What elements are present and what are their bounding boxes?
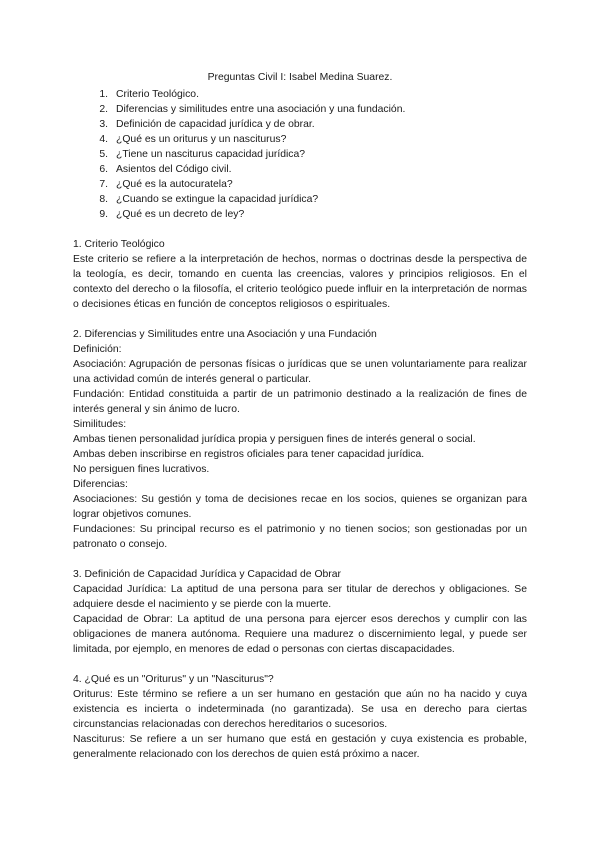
list-item: 3. Definición de capacidad jurídica y de obrar. — [99, 119, 315, 130]
section-heading: 2. Diferencias y Similitudes entre una Asociación y una Fundación — [73, 329, 377, 340]
paragraph: Asociaciones: Su gestión y toma de decisiones recae en los socios, quienes se organizan para lograr objetivos comunes. — [73, 494, 527, 520]
list-item: 4. ¿Qué es un oriturus y un nasciturus? — [99, 134, 287, 145]
section-oriturus-nasciturus — [73, 672, 527, 762]
paragraph: Capacidad de Obrar: La aptitud de una persona para ejercer esos derechos y cumplir con las obligaciones de manera autónoma. Requiere una madurez o discernimiento legal, y puede ser limitada, por ejemplo, en menores de edad o personas con ciertas discapacidades. — [73, 614, 527, 655]
paragraph: Este criterio se refiere a la interpretación de hechos, normas o doctrinas desde la perspectiva de la teología, es decir, tomando en cuenta las creencias, valores y principios religiosos. En el contexto del derecho o la filosofía, el criterio teológico puede influir en la interpretación de normas o decisiones éticas en función de conceptos religiosos o espirituales. — [73, 254, 527, 310]
paragraph: Oriturus: Este término se refiere a un ser humano en gestación que aún no ha nacido y cuya existencia es incierta o indeterminada (no garantizada). Se usa en derecho para ciertas circunstancias relacionadas con derechos hereditarios o sucesorios. — [73, 689, 527, 730]
paragraph: Diferencias: — [73, 479, 128, 490]
list-item: 1. Criterio Teológico. — [99, 89, 199, 100]
paragraph: Fundación: Entidad constituida a partir de un patrimonio destinado a la realización de fines de interés general y sin ánimo de lucro. — [73, 389, 527, 415]
list-item: 5. ¿Tiene un nasciturus capacidad jurídica? — [99, 149, 306, 160]
document-title: Preguntas Civil I: Isabel Medina Suarez. — [207, 72, 393, 83]
paragraph: Nasciturus: Se refiere a un ser humano que está en gestación y cuya existencia es probable, generalmente relacionado con los derechos de quien está próximo a nacer. — [73, 734, 527, 760]
paragraph: Ambas deben inscribirse en registros oficiales para tener capacidad jurídica. — [73, 449, 425, 460]
list-item: 6. Asientos del Código civil. — [99, 164, 232, 175]
paragraph: No persiguen fines lucrativos. — [73, 464, 210, 475]
list-item: 9. ¿Qué es un decreto de ley? — [99, 209, 245, 220]
paragraph: Definición: — [73, 344, 122, 355]
section-heading: 3. Definición de Capacidad Jurídica y Capacidad de Obrar — [73, 569, 342, 580]
paragraph: Similitudes: — [73, 419, 127, 430]
paragraph: Fundaciones: Su principal recurso es el patrimonio y no tienen socios; son gestionadas por un patronato o consejo. — [73, 524, 527, 550]
question-list — [73, 87, 527, 222]
section-heading: 4. ¿Qué es un "Oriturus" y un "Nasciturus"? — [73, 674, 274, 685]
list-item: 7. ¿Qué es la autocuratela? — [99, 179, 233, 190]
paragraph: Capacidad Jurídica: La aptitud de una persona para ser titular de derechos y obligaciones. Se adquiere desde el nacimiento y se pierde con la muerte. — [73, 584, 527, 610]
list-item: 2. Diferencias y similitudes entre una asociación y una fundación. — [99, 104, 406, 115]
paragraph: Asociación: Agrupación de personas físicas o jurídicas que se unen voluntariamente para realizar una actividad común de interés general o particular. — [73, 359, 527, 385]
section-criterio-teologico — [73, 237, 527, 312]
section-asociacion-fundacion — [73, 327, 527, 552]
list-item: 8. ¿Cuando se extingue la capacidad jurídica? — [99, 194, 319, 205]
section-heading: 1. Criterio Teológico — [73, 239, 165, 250]
paragraph: Ambas tienen personalidad jurídica propia y persiguen fines de interés general o social. — [73, 434, 476, 445]
section-capacidad — [73, 567, 527, 657]
